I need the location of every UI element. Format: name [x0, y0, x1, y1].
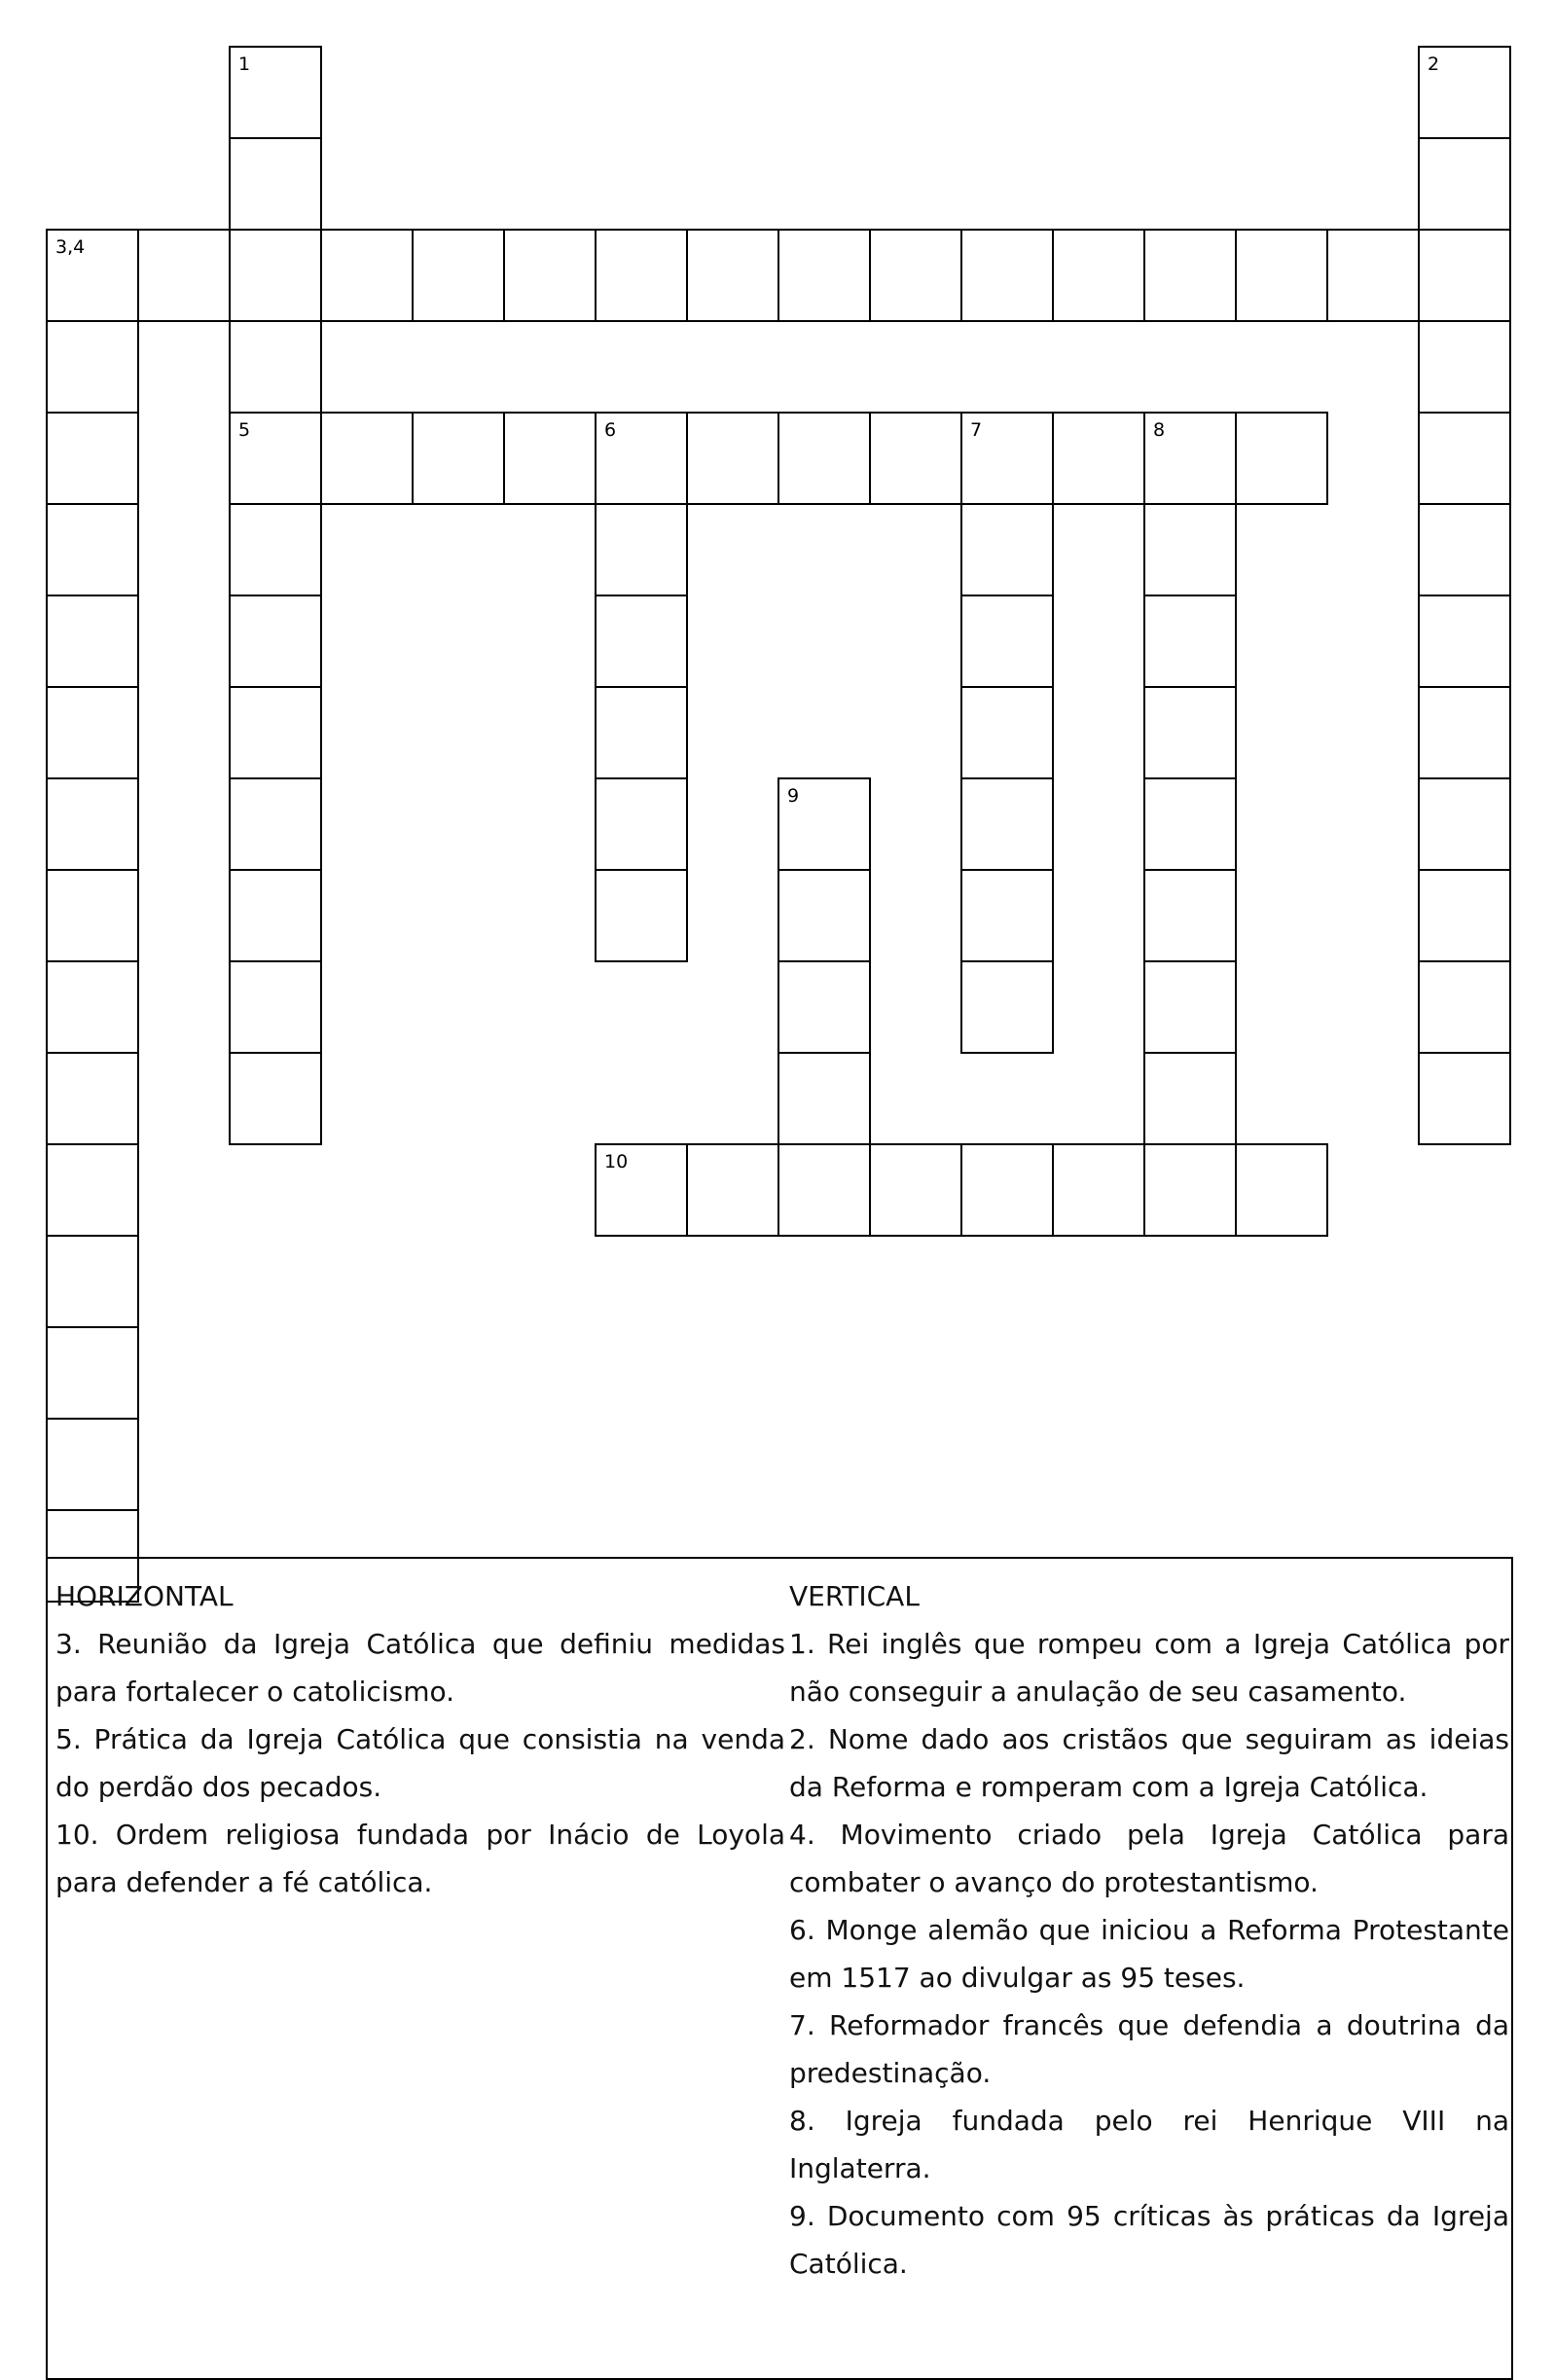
crossword-cell[interactable]	[869, 229, 962, 322]
crossword-cell[interactable]	[595, 503, 688, 596]
crossword-cell[interactable]	[960, 503, 1054, 596]
crossword-cell[interactable]	[1143, 1143, 1237, 1237]
crossword-cell[interactable]	[46, 412, 139, 505]
cell-number: 10	[604, 1151, 629, 1172]
crossword-cell[interactable]	[1143, 869, 1237, 962]
clue-vertical-7: 7. Reformador francês que defendia a doutrina da predestinação.	[789, 2009, 1509, 2089]
crossword-cell[interactable]	[229, 229, 322, 322]
crossword-cell[interactable]	[46, 320, 139, 414]
crossword-cell[interactable]	[595, 777, 688, 871]
crossword-cell[interactable]	[229, 412, 322, 505]
clue-vertical-1: 1. Rei inglês que rompeu com a Igreja Católica por não conseguir a anulação de seu casamento.	[789, 1628, 1509, 1708]
cell-number: 3,4	[55, 236, 86, 258]
cell-number: 2	[1428, 54, 1440, 75]
crossword-cell[interactable]	[1143, 686, 1237, 779]
clue-horizontal-10: 10. Ordem religiosa fundada por Inácio de Loyola para defender a fé católica.	[55, 1819, 785, 1898]
crossword-cell[interactable]	[595, 412, 688, 505]
crossword-cell[interactable]	[1235, 412, 1328, 505]
cell-number: 1	[238, 54, 251, 75]
cell-number: 5	[238, 419, 251, 441]
crossword-cell[interactable]	[46, 503, 139, 596]
crossword-cell[interactable]	[1326, 229, 1420, 322]
crossword-cell[interactable]	[1143, 229, 1237, 322]
crossword-cell[interactable]	[960, 1143, 1054, 1237]
crossword-cell[interactable]	[595, 686, 688, 779]
crossword-cell[interactable]	[778, 1052, 871, 1145]
crossword-cell[interactable]	[869, 412, 962, 505]
crossword-cell[interactable]	[1418, 595, 1511, 688]
crossword-cell[interactable]	[46, 595, 139, 688]
clue-box	[46, 1557, 1513, 2380]
crossword-cell[interactable]	[229, 595, 322, 688]
crossword-cell[interactable]	[46, 1235, 139, 1328]
crossword-cell[interactable]	[46, 960, 139, 1054]
crossword-cell[interactable]	[1418, 320, 1511, 414]
crossword-cell[interactable]	[1143, 503, 1237, 596]
crossword-cell[interactable]	[869, 1143, 962, 1237]
crossword-cell[interactable]	[960, 412, 1054, 505]
crossword-cell[interactable]	[686, 1143, 779, 1237]
crossword-cell[interactable]	[595, 595, 688, 688]
crossword-cell[interactable]	[1418, 46, 1511, 139]
crossword-cell[interactable]	[1418, 503, 1511, 596]
crossword-cell[interactable]	[46, 1052, 139, 1145]
crossword-cell[interactable]	[960, 960, 1054, 1054]
horizontal-clues	[55, 1572, 785, 1906]
horizontal-title: HORIZONTAL	[55, 1580, 234, 1612]
crossword-cell[interactable]	[46, 229, 139, 322]
cell-number: 8	[1153, 419, 1166, 441]
crossword-cell[interactable]	[46, 1326, 139, 1420]
crossword-cell[interactable]	[412, 412, 505, 505]
crossword-cell[interactable]	[229, 137, 322, 231]
crossword-cell[interactable]	[1143, 412, 1237, 505]
crossword-cell[interactable]	[960, 869, 1054, 962]
crossword-cell[interactable]	[46, 1143, 139, 1237]
crossword-cell[interactable]	[778, 869, 871, 962]
crossword-cell[interactable]	[1418, 960, 1511, 1054]
crossword-cell[interactable]	[778, 1143, 871, 1237]
crossword-cell[interactable]	[1418, 229, 1511, 322]
crossword-cell[interactable]	[1418, 137, 1511, 231]
crossword-cell[interactable]	[686, 229, 779, 322]
crossword-cell[interactable]	[1235, 229, 1328, 322]
crossword-cell[interactable]	[229, 503, 322, 596]
crossword-cell[interactable]	[229, 686, 322, 779]
crossword-cell[interactable]	[1418, 777, 1511, 871]
crossword-cell[interactable]	[1143, 960, 1237, 1054]
crossword-cell[interactable]	[320, 412, 414, 505]
crossword-cell[interactable]	[1418, 686, 1511, 779]
crossword-cell[interactable]	[46, 1418, 139, 1511]
crossword-cell[interactable]	[1235, 1143, 1328, 1237]
clue-vertical-6: 6. Monge alemão que iniciou a Reforma Protestante em 1517 ao divulgar as 95 teses.	[789, 1914, 1509, 1994]
crossword-cell[interactable]	[595, 869, 688, 962]
crossword-cell[interactable]	[46, 777, 139, 871]
crossword-cell[interactable]	[229, 777, 322, 871]
crossword-cell[interactable]	[960, 229, 1054, 322]
vertical-clues	[789, 1572, 1509, 2288]
crossword-cell[interactable]	[1143, 1052, 1237, 1145]
crossword-cell[interactable]	[778, 412, 871, 505]
cell-number: 6	[604, 419, 617, 441]
crossword-cell[interactable]	[778, 229, 871, 322]
crossword-cell[interactable]	[1418, 1052, 1511, 1145]
crossword-cell[interactable]	[503, 229, 597, 322]
crossword-cell[interactable]	[412, 229, 505, 322]
crossword-cell[interactable]	[960, 595, 1054, 688]
crossword-cell[interactable]	[229, 46, 322, 139]
crossword-cell[interactable]	[46, 869, 139, 962]
clue-vertical-2: 2. Nome dado aos cristãos que seguiram as ideias da Reforma e romperam com a Igreja Católica.	[789, 1723, 1509, 1803]
clue-horizontal-3: 3. Reunião da Igreja Católica que definiu medidas para fortalecer o catolicismo.	[55, 1628, 785, 1708]
crossword-cell[interactable]	[686, 412, 779, 505]
crossword-cell[interactable]	[1418, 869, 1511, 962]
cell-number: 9	[787, 785, 800, 807]
crossword-cell[interactable]	[778, 777, 871, 871]
crossword-cell[interactable]	[229, 320, 322, 414]
crossword-cell[interactable]	[595, 1143, 688, 1237]
cell-number: 7	[970, 419, 983, 441]
crossword-cell[interactable]	[503, 412, 597, 505]
crossword-cell[interactable]	[595, 229, 688, 322]
crossword-cell[interactable]	[229, 1052, 322, 1145]
crossword-cell[interactable]	[1143, 777, 1237, 871]
crossword-cell[interactable]	[137, 229, 231, 322]
crossword-cell[interactable]	[1052, 229, 1145, 322]
vertical-title: VERTICAL	[789, 1580, 920, 1612]
crossword-cell[interactable]	[960, 777, 1054, 871]
crossword-cell[interactable]	[1052, 412, 1145, 505]
clue-vertical-9: 9. Documento com 95 críticas às práticas da Igreja Católica.	[789, 2200, 1509, 2280]
crossword-cell[interactable]	[1418, 412, 1511, 505]
clue-horizontal-5: 5. Prática da Igreja Católica que consistia na venda do perdão dos pecados.	[55, 1723, 785, 1803]
clue-vertical-8: 8. Igreja fundada pelo rei Henrique VIII na Inglaterra.	[789, 2105, 1509, 2184]
crossword-cell[interactable]	[1052, 1143, 1145, 1237]
crossword-cell[interactable]	[778, 960, 871, 1054]
crossword-cell[interactable]	[229, 960, 322, 1054]
crossword-cell[interactable]	[320, 229, 414, 322]
clue-vertical-4: 4. Movimento criado pela Igreja Católica para combater o avanço do protestantismo.	[789, 1819, 1509, 1898]
crossword-cell[interactable]	[1143, 595, 1237, 688]
crossword-cell[interactable]	[960, 686, 1054, 779]
crossword-cell[interactable]	[46, 686, 139, 779]
crossword-cell[interactable]	[229, 869, 322, 962]
